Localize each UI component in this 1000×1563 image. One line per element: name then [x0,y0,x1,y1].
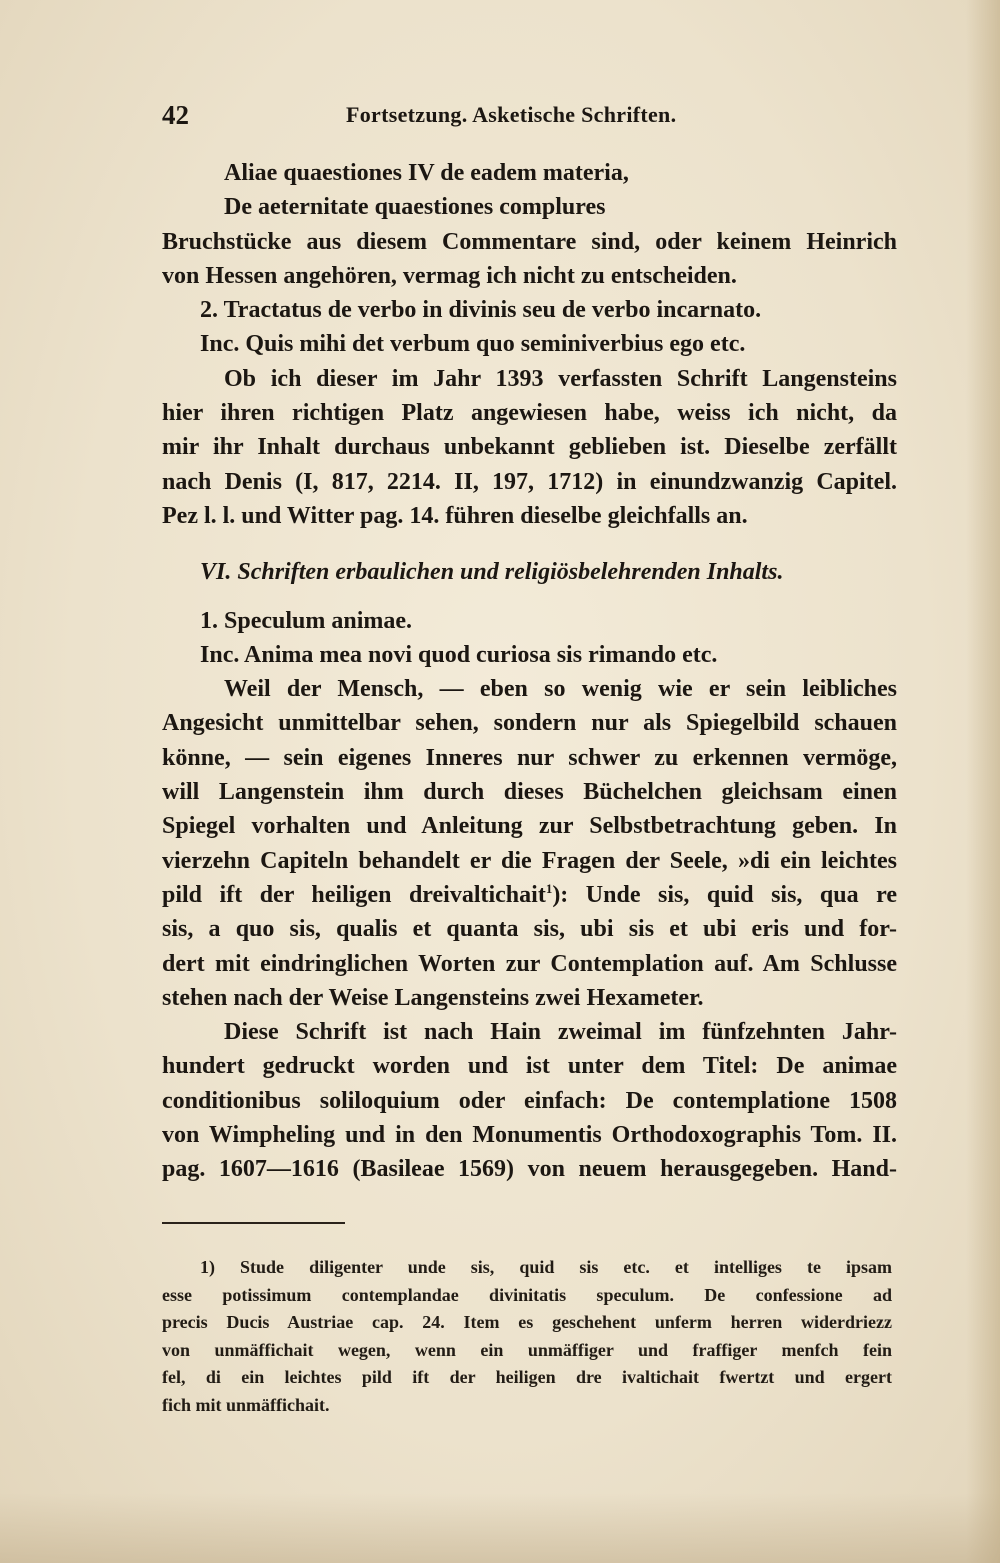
footnote-line: precis Ducis Austriae cap. 24. Item es geschehent unferm herren widerdriezz [162,1312,892,1332]
page-edge-shadow-right [966,0,1000,1563]
text-line-with-footnote [162,878,897,912]
text-line: nach Denis (I, 817, 2214. II, 197, 1712) in einundzwanzig Capitel. [162,468,897,495]
text-line: könne, — sein eigenes Inneres nur schwer zu erkennen vermöge, [162,744,897,771]
footnote-line: von unmäffichait wegen, wenn ein unmäffiger und fraffiger menfch fein [162,1339,892,1360]
text-line: Pez l. l. und Witter pag. 14. führen dieselbe gleichfalls an. [162,502,748,529]
page-edge-shadow-bottom [0,1493,1000,1563]
footnotes [162,1254,892,1419]
text-line: von Wimpheling und in den Monumentis Orthodoxographis Tom. II. [162,1122,897,1149]
text-line: Inc. Anima mea novi quod curiosa sis rimando etc. [200,641,718,668]
body-text [162,156,897,1187]
footnote-line: fel, di ein leichtes pild ift der heiligen dre ivaltichait fwertzt und ergert [162,1367,892,1387]
text-line: conditionibus soliloquium oder einfach: De contemplatione 1508 [162,1087,897,1114]
text-line: hier ihren richtigen Platz angewiesen habe, weiss ich nicht, da [162,400,897,427]
section-heading: VI. Schriften erbaulichen und religiösbelehrenden Inhalts. [200,559,784,586]
text-line: Bruchstücke aus diesem Commentare sind, oder keinem Heinrich [162,228,897,255]
text-line: Aliae quaestiones IV de eadem materia, [224,160,629,186]
page-header [162,100,882,136]
footnote-reference[interactable]: 1 [545,880,553,896]
page-number: 42 [162,100,189,130]
text-line: Spiegel vorhalten und Anleitung zur Selbstbetrachtung geben. In [162,813,897,840]
text-segment: ): Unde sis, quid sis, qua re [552,881,897,908]
text-line: 1. Speculum animae. [200,607,413,634]
text-line: dert mit eindringlichen Worten zur Contemplation auf. Am Schlusse [162,950,897,977]
text-line: sis, a quo sis, qualis et quanta sis, ubi sis et ubi eris und for- [162,916,897,943]
text-line: Diese Schrift ist nach Hain zweimal im fünfzehnten Jahr- [224,1019,897,1046]
text-line: mir ihr Inhalt durchaus unbekannt geblieben ist. Dieselbe zerfällt [162,434,897,461]
footnote-divider [162,1222,345,1224]
text-line: stehen nach der Weise Langensteins zwei Hexameter. [162,984,704,1011]
text-line: will Langenstein ihm durch dieses Büchelchen gleichsam einen [162,779,897,806]
text-line: vierzehn Capiteln behandelt er die Fragen der Seele, »di ein leichtes [162,847,897,874]
text-line: Angesicht unmittelbar sehen, sondern nur als Spiegelbild schauen [162,710,897,737]
text-line: pag. 1607—1616 (Basileae 1569) von neuem herausgegeben. Hand- [162,1156,897,1183]
footnote-line: fich mit unmäffichait. [162,1394,330,1415]
footnote-line: esse potissimum contemplandae divinitatis speculum. De confessione ad [162,1284,892,1305]
text-line: von Hessen angehören, vermag ich nicht zu entscheiden. [162,262,737,289]
text-segment: pild ift der heiligen dreivaltichait [162,881,546,908]
text-line: Inc. Quis mihi det verbum quo seminiverbius ego etc. [200,331,746,358]
text-line: De aeternitate quaestiones complures [224,194,606,221]
text-line: Weil der Mensch, — eben so wenig wie er sein leibliches [224,676,897,703]
text-line: 2. Tractatus de verbo in divinis seu de verbo incarnato. [200,297,762,324]
text-line: Ob ich dieser im Jahr 1393 verfassten Schrift Langensteins [224,365,897,392]
text-line: hundert gedruckt worden und ist unter dem Titel: De animae [162,1053,897,1080]
footnote-line: 1) Stude diligenter unde sis, quid sis etc. et intelliges te ipsam [200,1257,892,1277]
running-title: Fortsetzung. Asketische Schriften. [346,102,677,127]
